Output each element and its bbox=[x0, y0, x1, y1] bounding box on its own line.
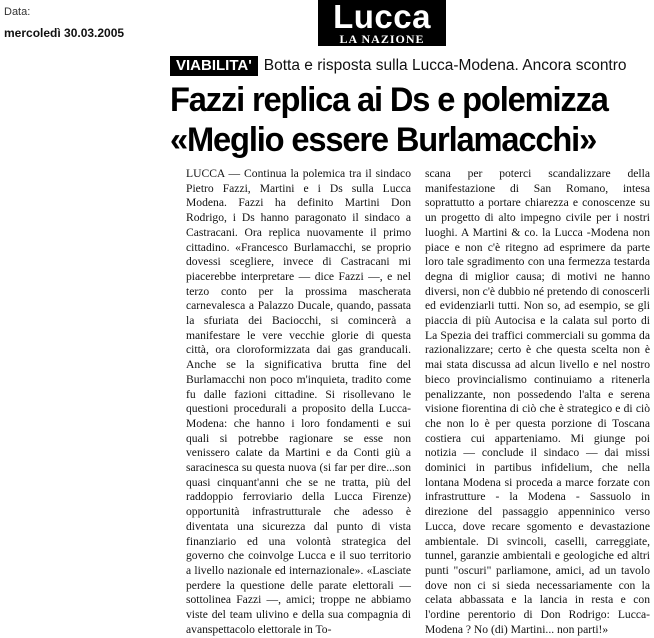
masthead-city: Lucca bbox=[333, 0, 431, 35]
masthead-paper-name: LA NAZIONE bbox=[339, 32, 425, 46]
section-tag: VIABILITA' bbox=[170, 56, 258, 76]
article-headline bbox=[170, 80, 650, 160]
headline-line-1: Fazzi replica ai Ds e polemizza bbox=[170, 81, 608, 119]
newspaper-masthead bbox=[318, 0, 446, 46]
clipping-meta bbox=[4, 6, 124, 40]
article-column-1 bbox=[186, 167, 411, 636]
column-1-text: LUCCA — Continua la polemica tra il sindaco Pietro Fazzi, Martini e i Ds sulla Lucca Modena. Fazzi ha definito Martini Don Rodrigo, i Ds hanno paragonato il sindaco a Castracani. Ora replica nuovamente il primo cittadino. «Francesco Burlamacchi, se proprio dovessi scegliere, invece di Castracani mi piacerebbe interpretare — dice Fazzi —, e nel terzo conto per la prossima mascherata carnevalesca a Palazzo Ducale, quando, passata la sfuriata dei Baciocchi, si comincerà a manifestare le vere vecchie glorie di questa città, ora cloroformizzata dai gas granducali. Anche se la significativa brutta fine del Burlamacchi non poco m'inquieta, tradito come fu dalle fazioni cittadine. Si risollevano le questioni procedurali a proposito della Lucca-Modena: che hanno i loro fondamenti e sui quali si potrebbe ragionare se esse non venissero calate da Martini e da Conti giù a saracinesca su questa nuova (si far per dire...son quasi cinquant'anni che se ne tratta, più del raddoppio ferroviario della Lucca Firenze) opportunità infrastrutturale che adesso è diventata una sicurezza dal punto di vista finanziario ed una volontà strategica del governo che coinvolge Lucca e il suo territorio a livello nazionale ed internazionale». «Lasciate perdere la questione delle parate elettorali — sottolinea Fazzi —, amici; troppe ne abbiamo viste del team ulivino e della sua compagnia di avanspettacolo elettorale in To- bbox=[186, 167, 411, 636]
kicker-subheading: Botta e risposta sulla Lucca-Modena. Ancora scontro bbox=[263, 57, 627, 74]
headline-line-2: «Meglio essere Burlamacchi» bbox=[170, 121, 597, 159]
article-body bbox=[186, 167, 650, 636]
clipping-date: mercoledì 30.03.2005 bbox=[4, 26, 125, 40]
column-2-text: scana per poterci scandalizzare della manifestazione di San Romano, intesa soprattutto a portare chiarezza e conoscenze su un progetto di alto impegno civile per i nostri luoghi. A Martini & co. la Lucca -Modena non piace e non c'è ritegno ad esprimere da parte loro tale sgradimento con una fermezza testarda degna di miglior causa; di motivi ne hanno diversi, non c'è dubbio né pretendo di conoscerli ed evidenziarli tutti. Non so, ad esempio, se gli piaccia di più Autocisa e la calata sul porto di La Spezia dei traffici commerciali su gomma da razionalizzare; certo è che questa scelta non è mai stata discussa ad alcun livello e nel nostro bieco provincialismo continuiamo a ritenerla penalizzante, non possedendo l'alta e serena visione fiorentina di ciò che è strategico e di ciò che non lo è per questa porzione di Toscana costiera cui apparteniamo. Mi giunge poi notizia — conclude il sindaco — dai missi dominici in partibus infidelium, che nella lontana Modena si proceda a marce forzate con infrastrutture - la Modena - Sassuolo in direzione del passaggio appenninico verso Lucca, dove recare sgomento e devastazione ambientale. Di svincoli, caselli, carreggiate, tunnel, garanzie ambientali e geologiche ed altri punti "oscuri" parliamone, amici, ad un tavolo dove non ci si sieda necessariamente con la celata abbassata e la lancia in resta e con l'ordine perentorio di Don Rodrigo: Lucca-Modena ? No (di) Martini... non parti!» bbox=[425, 167, 650, 636]
date-label: Data: bbox=[4, 6, 31, 18]
article-column-2 bbox=[425, 167, 650, 636]
section-kicker bbox=[170, 56, 627, 76]
